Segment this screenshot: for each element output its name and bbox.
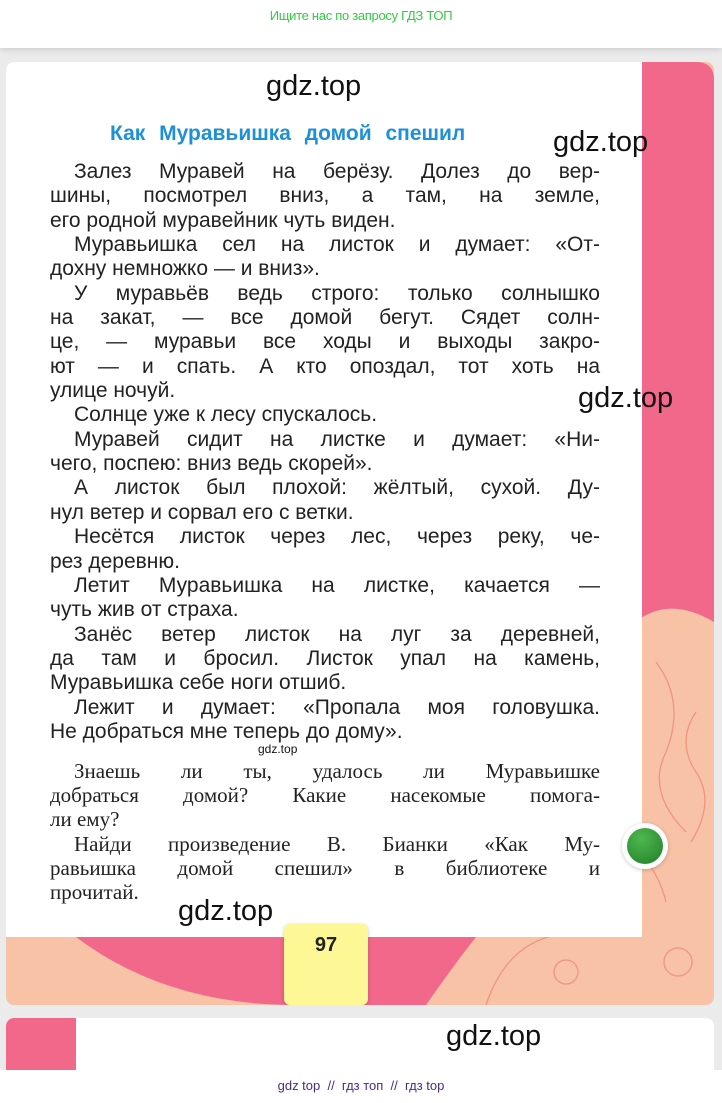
question-paragraph: [50, 832, 600, 905]
text-line: Лежит и думает: «Пропала моя головушка.: [74, 695, 600, 719]
top-bar: [0, 0, 722, 48]
text-line: да там и бросил. Листок упал на камень,: [50, 646, 600, 670]
text-line: Муравьишка себе ноги отшиб.: [50, 671, 347, 695]
text-line: улице ночуй.: [50, 379, 176, 403]
text-line: на закат, — все домой бегут. Сядет солн-: [50, 306, 600, 330]
text-line: чего, поспею: вниз ведь скорей».: [50, 452, 373, 476]
paragraph: [50, 160, 600, 233]
folder-plus-icon: [627, 828, 663, 864]
text-line: нул ветер и сорвал его с ветки.: [50, 500, 354, 524]
text-line: Несётся листок через лес, через реку, че-: [74, 525, 600, 549]
questions-text: [50, 759, 600, 904]
text-line: ли ему?: [50, 807, 120, 832]
watermark: gdz.top: [553, 126, 649, 158]
paragraph: [50, 525, 600, 574]
text-line: чуть жив от страха.: [50, 598, 239, 622]
paragraph: [50, 623, 600, 696]
text-line: Солнце уже к лесу спускалось.: [74, 403, 378, 427]
text-line: равьишка домой спешил» в библиотеке и: [50, 855, 600, 880]
watermark: gdz.top: [578, 382, 674, 414]
paragraph: [50, 574, 600, 623]
text-line: Занёс ветер листок на луг за деревней,: [74, 622, 600, 646]
text-line: его родной муравейник чуть виден.: [50, 208, 396, 232]
text-line: Залез Муравей на берёзу. Долез до вер-: [74, 160, 600, 183]
text-line: Муравьишка сел на листок и думает: «От-: [74, 233, 600, 257]
paragraph: [50, 233, 600, 282]
text-line: прочитай.: [50, 880, 139, 905]
story-text: [50, 160, 600, 744]
text-line: У муравьёв ведь строго: только солнышко: [74, 281, 600, 305]
page-number: 97: [314, 934, 338, 956]
watermark: gdz.top: [178, 895, 274, 927]
text-line: Летит Муравьишка на листке, качается —: [74, 573, 600, 597]
watermark: gdz.top: [266, 70, 362, 102]
page-number-badge: [284, 924, 368, 1005]
footer: [0, 1070, 722, 1103]
pink-shape-bottom: [76, 937, 476, 1005]
paragraph: [50, 403, 600, 427]
text-line: добраться домой? Какие насекомые помога-: [50, 783, 600, 808]
paragraph: [50, 428, 600, 477]
question-paragraph: [50, 759, 600, 832]
paragraph: [50, 476, 600, 525]
paragraph: [50, 696, 600, 745]
story-title: Как Муравьишка домой спешил: [110, 122, 466, 145]
text-line: Знаешь ли ты, удалось ли Муравьишке: [74, 759, 600, 783]
watermark: gdz.top: [258, 742, 298, 756]
text-line: шины, посмотрел вниз, а там, на земле,: [50, 184, 600, 208]
text-line: Не добраться мне теперь до дому».: [50, 719, 403, 743]
text-line: рез деревню.: [50, 549, 180, 573]
add-to-folder-button[interactable]: [622, 823, 668, 869]
text-line: А листок был плохой: жёлтый, сухой. Ду-: [74, 476, 600, 500]
text-line: Найди произведение В. Бианки «Как Му-: [74, 831, 600, 856]
text-line: дохну немножко — и вниз».: [50, 257, 320, 281]
text-line: Муравей сидит на листке и думает: «Ни-: [74, 427, 600, 451]
footer-links[interactable]: gdz top // гдз топ // гдз top: [277, 1078, 445, 1093]
search-hint-link[interactable]: Ищите нас по запросу ГДЗ ТОП: [269, 8, 453, 23]
paragraph: [50, 282, 600, 404]
text-line: ют — и спать. А кто опоздал, тот хоть на: [50, 354, 600, 378]
watermark: gdz.top: [446, 1020, 542, 1052]
text-line: це, — муравьи все ходы и выходы закро-: [50, 330, 600, 354]
